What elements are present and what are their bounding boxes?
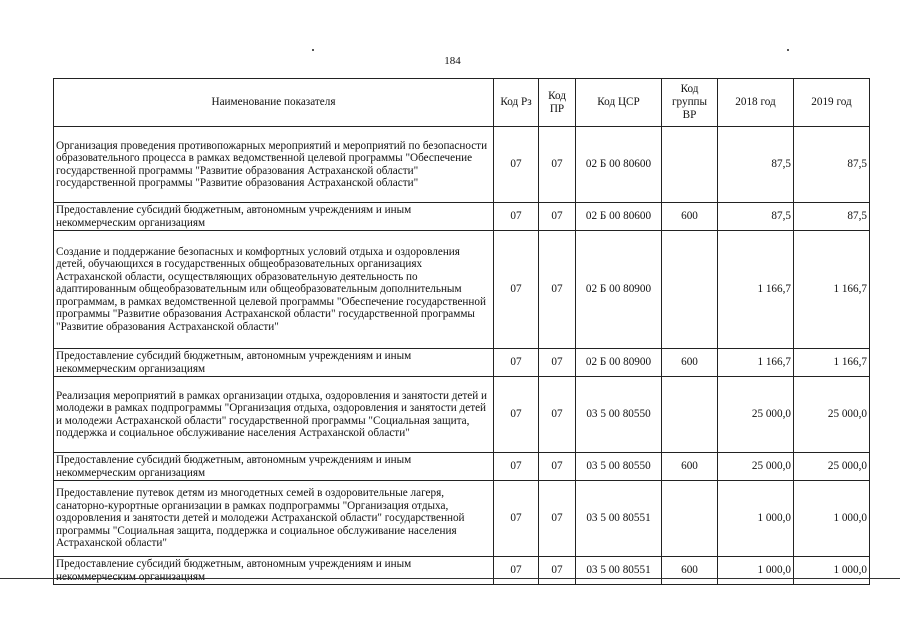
row-csr: 03 5 00 80550 <box>576 453 662 481</box>
row-pr: 07 <box>539 481 576 557</box>
row-csr: 02 Б 00 80600 <box>576 203 662 231</box>
budget-table <box>53 78 870 585</box>
row-2019: 87,5 <box>794 203 870 231</box>
header-2018: 2018 год <box>718 79 794 127</box>
table-row <box>54 349 870 377</box>
row-2019: 25 000,0 <box>794 453 870 481</box>
table-row <box>54 481 870 557</box>
row-2019: 25 000,0 <box>794 377 870 453</box>
row-rz: 07 <box>494 127 539 203</box>
table-header-row <box>54 79 870 127</box>
row-2018: 87,5 <box>718 127 794 203</box>
row-rz: 07 <box>494 203 539 231</box>
header-pr: Код ПР <box>539 79 576 127</box>
row-csr: 03 5 00 80550 <box>576 377 662 453</box>
scan-strike-line <box>0 578 900 579</box>
row-pr: 07 <box>539 231 576 349</box>
row-2018: 1 166,7 <box>718 349 794 377</box>
row-2018: 1 000,0 <box>718 481 794 557</box>
row-name: Предоставление субсидий бюджетным, автономным учреждениям и иным некоммерческим организациям <box>54 557 494 585</box>
table-row <box>54 377 870 453</box>
table-row <box>54 203 870 231</box>
row-vr: 600 <box>662 453 718 481</box>
scan-speck <box>312 49 314 51</box>
page-number: 184 <box>444 55 461 67</box>
row-pr: 07 <box>539 349 576 377</box>
row-pr: 07 <box>539 127 576 203</box>
row-rz: 07 <box>494 377 539 453</box>
scan-speck <box>787 49 789 51</box>
row-vr: 600 <box>662 349 718 377</box>
header-rz: Код Рз <box>494 79 539 127</box>
row-csr: 03 5 00 80551 <box>576 557 662 585</box>
row-2018: 1 000,0 <box>718 557 794 585</box>
header-name: Наименование показателя <box>54 79 494 127</box>
row-rz: 07 <box>494 349 539 377</box>
row-rz: 07 <box>494 453 539 481</box>
row-rz: 07 <box>494 557 539 585</box>
row-2018: 87,5 <box>718 203 794 231</box>
row-name: Предоставление субсидий бюджетным, автономным учреждениям и иным некоммерческим организациям <box>54 349 494 377</box>
row-pr: 07 <box>539 453 576 481</box>
header-csr: Код ЦСР <box>576 79 662 127</box>
row-2018: 25 000,0 <box>718 377 794 453</box>
row-pr: 07 <box>539 557 576 585</box>
row-csr: 03 5 00 80551 <box>576 481 662 557</box>
row-rz: 07 <box>494 481 539 557</box>
row-2018: 1 166,7 <box>718 231 794 349</box>
table-row <box>54 231 870 349</box>
table-row <box>54 127 870 203</box>
row-vr <box>662 127 718 203</box>
row-vr <box>662 377 718 453</box>
row-name: Предоставление субсидий бюджетным, автономным учреждениям и иным некоммерческим организациям <box>54 203 494 231</box>
row-2019: 1 000,0 <box>794 557 870 585</box>
table-row <box>54 453 870 481</box>
row-vr: 600 <box>662 557 718 585</box>
row-name: Предоставление субсидий бюджетным, автономным учреждениям и иным некоммерческим организациям <box>54 453 494 481</box>
row-rz: 07 <box>494 231 539 349</box>
row-pr: 07 <box>539 203 576 231</box>
row-2018: 25 000,0 <box>718 453 794 481</box>
header-vr: Код группы ВР <box>662 79 718 127</box>
row-name: Организация проведения противопожарных мероприятий и мероприятий по безопасности образовательного процесса в рамках ведомственной целевой программы "Обеспечение государственной программы "Развитие образования Астраханской области" государственной программы "Развитие образования Астраханской области" <box>54 127 494 203</box>
row-vr <box>662 231 718 349</box>
row-2019: 1 000,0 <box>794 481 870 557</box>
row-2019: 1 166,7 <box>794 349 870 377</box>
row-vr: 600 <box>662 203 718 231</box>
row-name: Создание и поддержание безопасных и комфортных условий отдыха и оздоровления детей, обучающихся в государственных общеобразовательных организациях Астраханской области, осуществляющих образовательную деятельность по адаптированным общеобразовательным или общеобразовательным дополнительным программам, в рамках ведомственной целевой программы "Обеспечение государственной программы "Развитие образования Астраханской области" государственной программы "Развитие образования Астраханской области" <box>54 231 494 349</box>
row-name: Предоставление путевок детям из многодетных семей в оздоровительные лагеря, санаторно-курортные организации в рамках подпрограммы "Организация отдыха, оздоровления и занятости детей и молодежи Астраханской области" государственной программы "Социальная защита, поддержка и социальное обслуживание населения Астраханской области" <box>54 481 494 557</box>
row-2019: 1 166,7 <box>794 231 870 349</box>
row-csr: 02 Б 00 80900 <box>576 231 662 349</box>
row-csr: 02 Б 00 80900 <box>576 349 662 377</box>
row-vr <box>662 481 718 557</box>
row-csr: 02 Б 00 80600 <box>576 127 662 203</box>
header-2019: 2019 год <box>794 79 870 127</box>
row-2019: 87,5 <box>794 127 870 203</box>
row-name: Реализация мероприятий в рамках организации отдыха, оздоровления и занятости детей и молодежи в рамках подпрограммы "Организация отдыха, оздоровления и занятости детей и молодежи Астраханской области" государственной программы "Социальная защита, поддержка и социальное обслуживание населения Астраханской области" <box>54 377 494 453</box>
row-pr: 07 <box>539 377 576 453</box>
table-row <box>54 557 870 585</box>
